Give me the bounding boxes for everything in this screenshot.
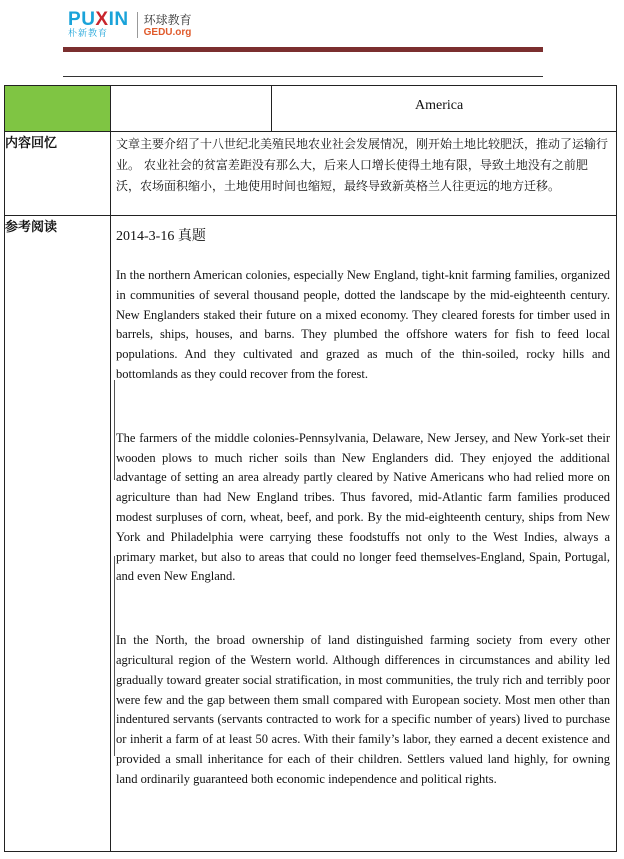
summary-cell — [111, 132, 617, 216]
table-header-row — [5, 86, 617, 132]
reading-date: 2014-3-16 真题 — [116, 229, 206, 244]
puxin-logo-text: PUXIN — [68, 9, 129, 30]
summary-row — [5, 132, 617, 216]
reading-content — [111, 216, 616, 851]
header-thin-rule — [63, 76, 543, 77]
summary-label: 内容回忆 — [5, 132, 111, 216]
text-cursor-line — [114, 380, 115, 480]
reading-paragraph-2: The farmers of the middle colonies-Pennsylvania, Delaware, New Jersey, and New York-set their wooden plows to much richer soils than New Englanders did. They enjoyed the additional advantage of setting an area already partly cleared by Native Americans who had relied more on agriculture than had New England tribes. Thus favored, mid-Atlantic farm families produced modest surpluses of corn, wheat, beef, and pork. By the mid-eighteenth century, ships from New York and Philadelphia were carrying these foodstuffs not only to the West Indies, always a primary market, but also to areas that could no longer feed themselves-England, Spain, Portugal, and even New England. — [116, 430, 610, 584]
reading-label: 参考阅读 — [5, 216, 111, 852]
header-rule — [63, 47, 543, 52]
reading-row — [5, 216, 617, 852]
header-title-cell — [272, 86, 617, 132]
text-cursor-line-2 — [114, 556, 115, 756]
header-title: America — [415, 98, 464, 113]
reading-paragraph-3: In the North, the broad ownership of land distinguished farming society from every other agricultural region of the Western world. Although differences in circumstances and ability led gradually toward greater social stratification, in most communities, the truly rich and terribly poor were few and the gap between them small compared with European society. Most men other than indentured servants (servants contracted to work for a specific number of years) lived to purchase or inherit a farm of at least 50 acres. With their family’s labor, they earned a decent existence and provided a small inheritance for each of their children. Settlers valued land highly, for owning land ordinarily guaranteed both economic independence and political rights. — [116, 633, 610, 786]
brand-logo — [68, 10, 192, 40]
logo-divider — [137, 12, 138, 38]
puxin-logo-subtitle: 朴新教育 — [68, 29, 109, 39]
gedu-logo-cn: 环球教育 — [143, 12, 192, 27]
reading-paragraph-1: In the northern American colonies, especially New England, tight-knit farming families, organized in communities of several thousand people, dotted the landscape by the mid-eighteenth century. New Englanders staked their future on a mixed economy. They cleared forests for timber used in barrels, ships, houses, and barns. They plumbed the offshore waters for fish to feed local populations. And they cultivated and grazed as much of the thin-soiled, rocky hills and bottomlands as they could recover from the forest. — [116, 268, 610, 381]
reading-cell — [111, 216, 617, 852]
summary-text: 文章主要介绍了十八世纪北美殖民地农业社会发展情况，刚开始土地比较肥沃，推动了运输行业。 农业社会的贫富差距没有那么大，后来人口增长使得土地有限，导致土地没有之前肥沃，农场面积缩小，土地使用时间也缩短，最终导致新英格兰人往更远的地方迁移。 — [116, 137, 609, 193]
gedu-logo — [144, 13, 192, 38]
header-label-cell — [5, 86, 111, 132]
header-empty-cell — [111, 86, 272, 132]
content-table — [4, 85, 617, 852]
puxin-logo — [68, 11, 129, 39]
gedu-logo-en: GEDU.org — [143, 26, 192, 38]
